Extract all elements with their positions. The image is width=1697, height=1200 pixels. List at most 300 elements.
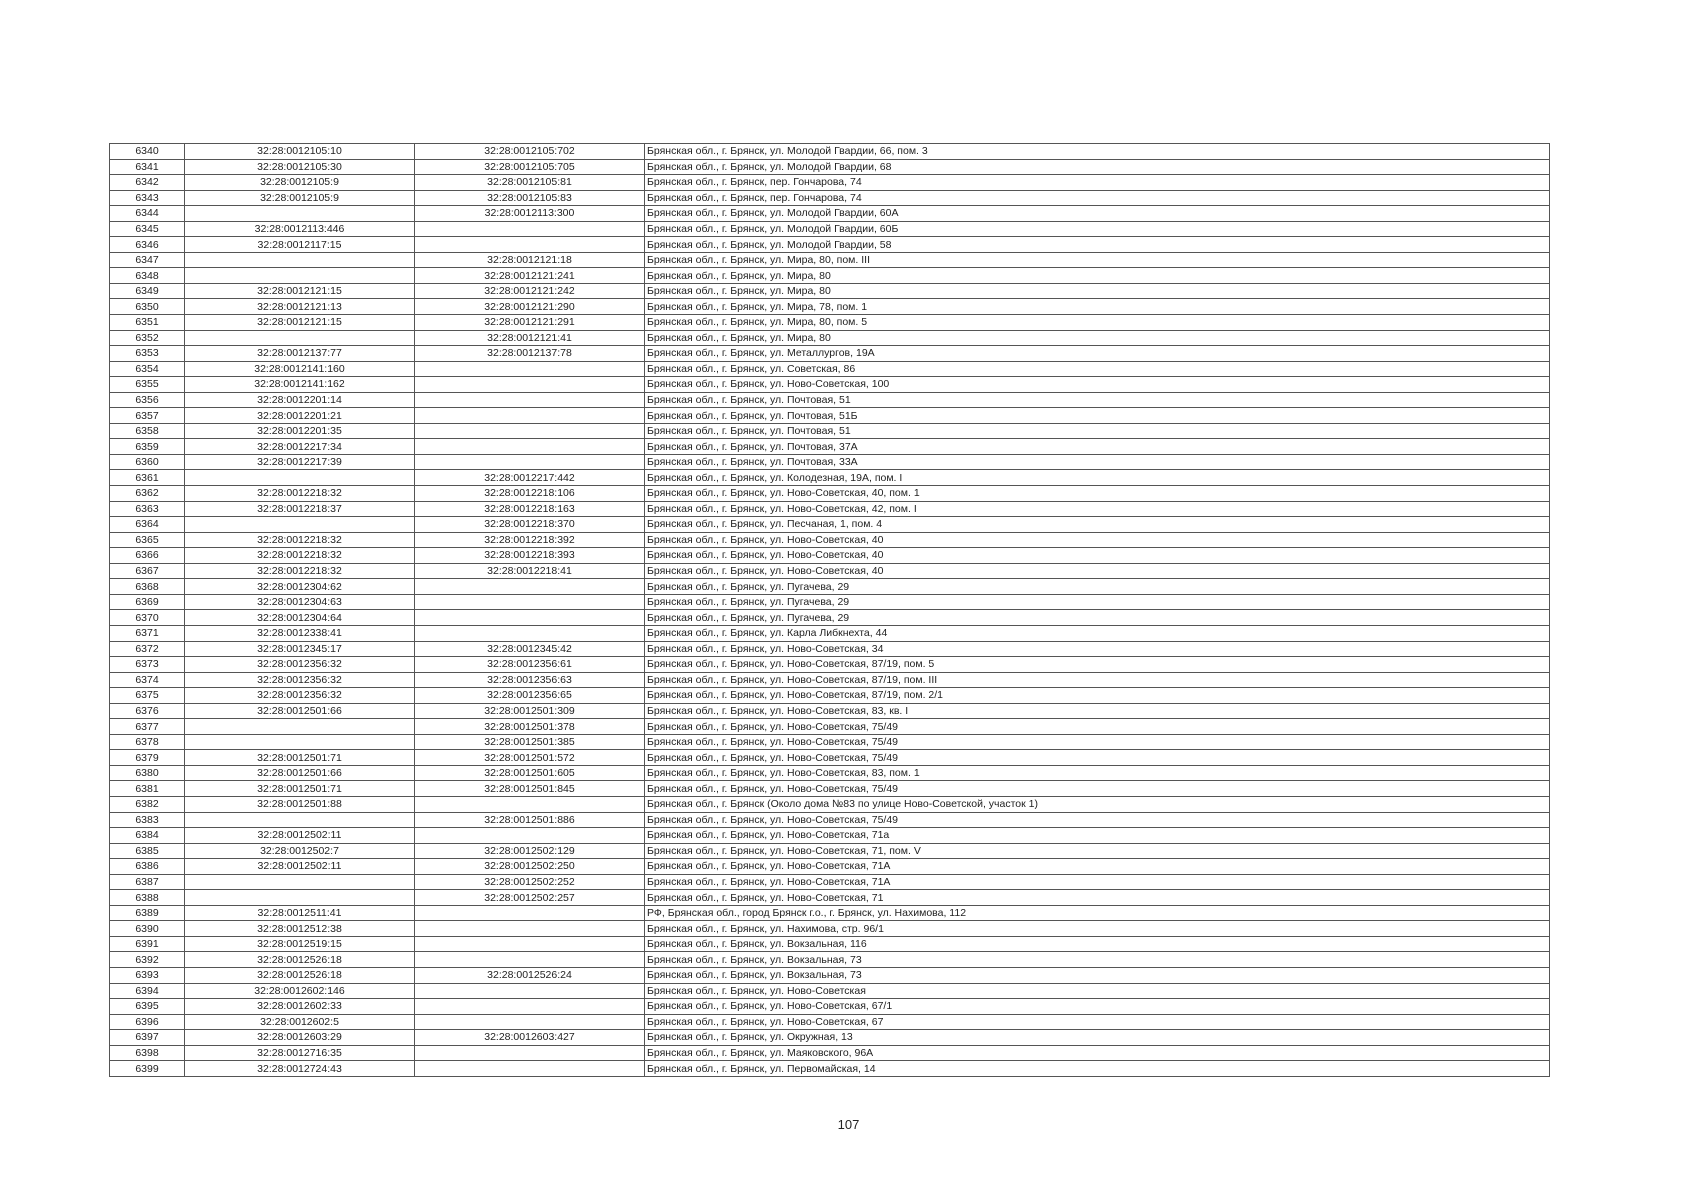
object-cadastral-number-cell — [415, 221, 645, 237]
address-cell: Брянская обл., г. Брянск, ул. Вокзальная, 116 — [645, 936, 1550, 952]
object-cadastral-number-cell — [415, 983, 645, 999]
table-row — [110, 221, 1550, 237]
object-cadastral-number-cell: 32:28:0012137:78 — [415, 346, 645, 362]
table-row — [110, 734, 1550, 750]
row-number-cell: 6363 — [110, 501, 185, 517]
object-cadastral-number-cell: 32:28:0012121:241 — [415, 268, 645, 284]
row-number-cell: 6357 — [110, 408, 185, 424]
row-number-cell: 6358 — [110, 423, 185, 439]
address-cell: Брянская обл., г. Брянск, ул. Ново-Советская — [645, 983, 1550, 999]
land-cadastral-number-cell — [185, 470, 415, 486]
address-cell: Брянская обл., г. Брянск (Около дома №83 по улице Ново-Советской, участок 1) — [645, 796, 1550, 812]
object-cadastral-number-cell — [415, 921, 645, 937]
row-number-cell: 6346 — [110, 237, 185, 253]
object-cadastral-number-cell: 32:28:0012501:845 — [415, 781, 645, 797]
row-number-cell: 6355 — [110, 377, 185, 393]
object-cadastral-number-cell: 32:28:0012502:250 — [415, 859, 645, 875]
table-row — [110, 175, 1550, 191]
table-row — [110, 936, 1550, 952]
table-row — [110, 905, 1550, 921]
table-row — [110, 967, 1550, 983]
object-cadastral-number-cell: 32:28:0012121:290 — [415, 299, 645, 315]
object-cadastral-number-cell — [415, 237, 645, 253]
row-number-cell: 6348 — [110, 268, 185, 284]
object-cadastral-number-cell: 32:28:0012526:24 — [415, 967, 645, 983]
row-number-cell: 6372 — [110, 641, 185, 657]
row-number-cell: 6371 — [110, 625, 185, 641]
land-cadastral-number-cell — [185, 890, 415, 906]
address-cell: Брянская обл., г. Брянск, ул. Почтовая, 51 — [645, 423, 1550, 439]
address-cell: Брянская обл., г. Брянск, ул. Ново-Советская, 83, кв. I — [645, 703, 1550, 719]
land-cadastral-number-cell: 32:28:0012356:32 — [185, 672, 415, 688]
table-row — [110, 346, 1550, 362]
address-cell: Брянская обл., г. Брянск, ул. Молодой Гвардии, 58 — [645, 237, 1550, 253]
land-cadastral-number-cell: 32:28:0012201:14 — [185, 392, 415, 408]
land-cadastral-number-cell: 32:28:0012519:15 — [185, 936, 415, 952]
land-cadastral-number-cell: 32:28:0012304:63 — [185, 594, 415, 610]
object-cadastral-number-cell — [415, 905, 645, 921]
object-cadastral-number-cell: 32:28:0012218:392 — [415, 532, 645, 548]
table-row — [110, 252, 1550, 268]
address-cell: Брянская обл., г. Брянск, ул. Ново-Советская, 83, пом. 1 — [645, 765, 1550, 781]
object-cadastral-number-cell: 32:28:0012502:129 — [415, 843, 645, 859]
table-row — [110, 1045, 1550, 1061]
address-cell: Брянская обл., г. Брянск, ул. Ново-Советская, 75/49 — [645, 750, 1550, 766]
object-cadastral-number-cell: 32:28:0012105:705 — [415, 159, 645, 175]
land-cadastral-number-cell: 32:28:0012105:10 — [185, 144, 415, 160]
land-cadastral-number-cell: 32:28:0012141:162 — [185, 377, 415, 393]
address-cell: Брянская обл., г. Брянск, ул. Мира, 80 — [645, 268, 1550, 284]
address-cell: Брянская обл., г. Брянск, ул. Ново-Советская, 71А — [645, 859, 1550, 875]
row-number-cell: 6366 — [110, 548, 185, 564]
land-cadastral-number-cell: 32:28:0012603:29 — [185, 1030, 415, 1046]
table-row — [110, 750, 1550, 766]
row-number-cell: 6376 — [110, 703, 185, 719]
land-cadastral-number-cell: 32:28:0012105:9 — [185, 175, 415, 191]
address-cell: Брянская обл., г. Брянск, ул. Ново-Советская, 75/49 — [645, 734, 1550, 750]
address-cell: Брянская обл., г. Брянск, ул. Молодой Гвардии, 66, пом. 3 — [645, 144, 1550, 160]
address-cell: Брянская обл., г. Брянск, ул. Ново-Советская, 40 — [645, 548, 1550, 564]
row-number-cell: 6388 — [110, 890, 185, 906]
object-cadastral-number-cell — [415, 952, 645, 968]
object-cadastral-number-cell — [415, 936, 645, 952]
object-cadastral-number-cell — [415, 361, 645, 377]
land-cadastral-number-cell: 32:28:0012137:77 — [185, 346, 415, 362]
object-cadastral-number-cell — [415, 828, 645, 844]
object-cadastral-number-cell — [415, 408, 645, 424]
table-row — [110, 921, 1550, 937]
object-cadastral-number-cell — [415, 439, 645, 455]
object-cadastral-number-cell: 32:28:0012501:572 — [415, 750, 645, 766]
row-number-cell: 6349 — [110, 283, 185, 299]
object-cadastral-number-cell: 32:28:0012603:427 — [415, 1030, 645, 1046]
row-number-cell: 6359 — [110, 439, 185, 455]
land-cadastral-number-cell — [185, 268, 415, 284]
address-cell: Брянская обл., г. Брянск, ул. Ново-Советская, 67/1 — [645, 999, 1550, 1015]
object-cadastral-number-cell: 32:28:0012217:442 — [415, 470, 645, 486]
address-cell: РФ, Брянская обл., город Брянск г.о., г. Брянск, ул. Нахимова, 112 — [645, 905, 1550, 921]
land-cadastral-number-cell: 32:28:0012121:15 — [185, 315, 415, 331]
object-cadastral-number-cell: 32:28:0012218:370 — [415, 517, 645, 533]
address-cell: Брянская обл., г. Брянск, ул. Вокзальная, 73 — [645, 952, 1550, 968]
row-number-cell: 6364 — [110, 517, 185, 533]
land-cadastral-number-cell — [185, 734, 415, 750]
land-cadastral-number-cell: 32:28:0012304:64 — [185, 610, 415, 626]
land-cadastral-number-cell: 32:28:0012502:11 — [185, 828, 415, 844]
land-cadastral-number-cell: 32:28:0012218:32 — [185, 548, 415, 564]
land-cadastral-number-cell: 32:28:0012501:88 — [185, 796, 415, 812]
address-cell: Брянская обл., г. Брянск, ул. Окружная, 13 — [645, 1030, 1550, 1046]
address-cell: Брянская обл., г. Брянск, ул. Ново-Советская, 87/19, пом. III — [645, 672, 1550, 688]
address-cell: Брянская обл., г. Брянск, ул. Вокзальная, 73 — [645, 967, 1550, 983]
table-row — [110, 501, 1550, 517]
table-row — [110, 999, 1550, 1015]
address-cell: Брянская обл., г. Брянск, ул. Ново-Советская, 42, пом. I — [645, 501, 1550, 517]
address-cell: Брянская обл., г. Брянск, ул. Первомайская, 14 — [645, 1061, 1550, 1077]
object-cadastral-number-cell: 32:28:0012501:378 — [415, 719, 645, 735]
land-cadastral-number-cell: 32:28:0012602:146 — [185, 983, 415, 999]
address-cell: Брянская обл., г. Брянск, ул. Ново-Советская, 75/49 — [645, 781, 1550, 797]
land-cadastral-number-cell — [185, 874, 415, 890]
address-cell: Брянская обл., г. Брянск, ул. Ново-Советская, 40, пом. 1 — [645, 486, 1550, 502]
address-cell: Брянская обл., г. Брянск, ул. Почтовая, 33А — [645, 454, 1550, 470]
row-number-cell: 6368 — [110, 579, 185, 595]
table-body — [110, 144, 1550, 1077]
land-cadastral-number-cell: 32:28:0012218:32 — [185, 532, 415, 548]
object-cadastral-number-cell: 32:28:0012105:702 — [415, 144, 645, 160]
row-number-cell: 6391 — [110, 936, 185, 952]
object-cadastral-number-cell: 32:28:0012501:886 — [415, 812, 645, 828]
address-cell: Брянская обл., г. Брянск, ул. Мира, 78, пом. 1 — [645, 299, 1550, 315]
table-row — [110, 641, 1550, 657]
table-row — [110, 268, 1550, 284]
address-cell: Брянская обл., г. Брянск, ул. Ново-Советская, 40 — [645, 532, 1550, 548]
address-cell: Брянская обл., г. Брянск, ул. Почтовая, 51Б — [645, 408, 1550, 424]
object-cadastral-number-cell — [415, 610, 645, 626]
land-cadastral-number-cell: 32:28:0012338:41 — [185, 625, 415, 641]
row-number-cell: 6374 — [110, 672, 185, 688]
table-row — [110, 874, 1550, 890]
row-number-cell: 6387 — [110, 874, 185, 890]
table-row — [110, 843, 1550, 859]
row-number-cell: 6351 — [110, 315, 185, 331]
table-row — [110, 190, 1550, 206]
row-number-cell: 6399 — [110, 1061, 185, 1077]
table-row — [110, 796, 1550, 812]
object-cadastral-number-cell: 32:28:0012502:252 — [415, 874, 645, 890]
land-cadastral-number-cell: 32:28:0012502:11 — [185, 859, 415, 875]
row-number-cell: 6345 — [110, 221, 185, 237]
land-cadastral-number-cell: 32:28:0012501:66 — [185, 703, 415, 719]
address-cell: Брянская обл., г. Брянск, ул. Мира, 80 — [645, 283, 1550, 299]
object-cadastral-number-cell: 32:28:0012121:291 — [415, 315, 645, 331]
row-number-cell: 6393 — [110, 967, 185, 983]
table-row — [110, 361, 1550, 377]
row-number-cell: 6385 — [110, 843, 185, 859]
table-row — [110, 423, 1550, 439]
land-cadastral-number-cell: 32:28:0012105:9 — [185, 190, 415, 206]
land-cadastral-number-cell: 32:28:0012105:30 — [185, 159, 415, 175]
object-cadastral-number-cell — [415, 454, 645, 470]
address-cell: Брянская обл., г. Брянск, ул. Нахимова, стр. 96/1 — [645, 921, 1550, 937]
row-number-cell: 6398 — [110, 1045, 185, 1061]
table-row — [110, 470, 1550, 486]
land-cadastral-number-cell: 32:28:0012501:71 — [185, 781, 415, 797]
address-cell: Брянская обл., г. Брянск, ул. Пугачева, 29 — [645, 594, 1550, 610]
table-row — [110, 594, 1550, 610]
address-cell: Брянская обл., г. Брянск, ул. Пугачева, 29 — [645, 610, 1550, 626]
table-row — [110, 392, 1550, 408]
row-number-cell: 6380 — [110, 765, 185, 781]
table-row — [110, 610, 1550, 626]
land-cadastral-number-cell: 32:28:0012217:39 — [185, 454, 415, 470]
object-cadastral-number-cell — [415, 423, 645, 439]
table-row — [110, 454, 1550, 470]
land-cadastral-number-cell: 32:28:0012217:34 — [185, 439, 415, 455]
table-row — [110, 439, 1550, 455]
land-cadastral-number-cell: 32:28:0012526:18 — [185, 952, 415, 968]
table-row — [110, 159, 1550, 175]
row-number-cell: 6377 — [110, 719, 185, 735]
table-row — [110, 330, 1550, 346]
object-cadastral-number-cell: 32:28:0012113:300 — [415, 206, 645, 222]
row-number-cell: 6350 — [110, 299, 185, 315]
row-number-cell: 6384 — [110, 828, 185, 844]
object-cadastral-number-cell — [415, 594, 645, 610]
row-number-cell: 6395 — [110, 999, 185, 1015]
table-row — [110, 579, 1550, 595]
table-row — [110, 1061, 1550, 1077]
address-cell: Брянская обл., г. Брянск, ул. Мира, 80, пом. 5 — [645, 315, 1550, 331]
object-cadastral-number-cell — [415, 999, 645, 1015]
table-row — [110, 983, 1550, 999]
object-cadastral-number-cell: 32:28:0012218:393 — [415, 548, 645, 564]
land-cadastral-number-cell: 32:28:0012511:41 — [185, 905, 415, 921]
table-row — [110, 859, 1550, 875]
table-row — [110, 283, 1550, 299]
row-number-cell: 6396 — [110, 1014, 185, 1030]
address-cell: Брянская обл., г. Брянск, ул. Ново-Советская, 71а — [645, 828, 1550, 844]
address-cell: Брянская обл., г. Брянск, ул. Почтовая, 37А — [645, 439, 1550, 455]
table-row — [110, 377, 1550, 393]
row-number-cell: 6353 — [110, 346, 185, 362]
land-cadastral-number-cell: 32:28:0012602:33 — [185, 999, 415, 1015]
land-cadastral-number-cell — [185, 812, 415, 828]
object-cadastral-number-cell — [415, 579, 645, 595]
address-cell: Брянская обл., г. Брянск, ул. Ново-Советская, 34 — [645, 641, 1550, 657]
address-cell: Брянская обл., г. Брянск, ул. Молодой Гвардии, 68 — [645, 159, 1550, 175]
address-cell: Брянская обл., г. Брянск, ул. Ново-Советская, 71, пом. V — [645, 843, 1550, 859]
land-cadastral-number-cell: 32:28:0012356:32 — [185, 657, 415, 673]
object-cadastral-number-cell: 32:28:0012105:81 — [415, 175, 645, 191]
table-row — [110, 890, 1550, 906]
table-row — [110, 672, 1550, 688]
address-cell: Брянская обл., г. Брянск, ул. Ново-Советская, 71 — [645, 890, 1550, 906]
row-number-cell: 6362 — [110, 486, 185, 502]
address-cell: Брянская обл., г. Брянск, ул. Мира, 80, пом. III — [645, 252, 1550, 268]
object-cadastral-number-cell: 32:28:0012501:309 — [415, 703, 645, 719]
address-cell: Брянская обл., г. Брянск, пер. Гончарова, 74 — [645, 175, 1550, 191]
object-cadastral-number-cell — [415, 625, 645, 641]
table-row — [110, 206, 1550, 222]
table-row — [110, 625, 1550, 641]
object-cadastral-number-cell — [415, 1061, 645, 1077]
row-number-cell: 6341 — [110, 159, 185, 175]
row-number-cell: 6344 — [110, 206, 185, 222]
land-cadastral-number-cell — [185, 517, 415, 533]
row-number-cell: 6378 — [110, 734, 185, 750]
object-cadastral-number-cell: 32:28:0012121:41 — [415, 330, 645, 346]
land-cadastral-number-cell: 32:28:0012356:32 — [185, 688, 415, 704]
address-cell: Брянская обл., г. Брянск, ул. Ново-Советская, 71А — [645, 874, 1550, 890]
table-row — [110, 1030, 1550, 1046]
table-row — [110, 517, 1550, 533]
land-cadastral-number-cell: 32:28:0012345:17 — [185, 641, 415, 657]
object-cadastral-number-cell: 32:28:0012218:41 — [415, 563, 645, 579]
table-row — [110, 781, 1550, 797]
table-row — [110, 765, 1550, 781]
land-cadastral-number-cell: 32:28:0012218:37 — [185, 501, 415, 517]
address-cell: Брянская обл., г. Брянск, ул. Мира, 80 — [645, 330, 1550, 346]
table-row — [110, 657, 1550, 673]
table-row — [110, 315, 1550, 331]
land-cadastral-number-cell: 32:28:0012304:62 — [185, 579, 415, 595]
table-row — [110, 828, 1550, 844]
table-row — [110, 688, 1550, 704]
address-cell: Брянская обл., г. Брянск, ул. Ново-Советская, 87/19, пом. 5 — [645, 657, 1550, 673]
row-number-cell: 6361 — [110, 470, 185, 486]
row-number-cell: 6382 — [110, 796, 185, 812]
address-cell: Брянская обл., г. Брянск, ул. Колодезная, 19А, пом. I — [645, 470, 1550, 486]
row-number-cell: 6370 — [110, 610, 185, 626]
object-cadastral-number-cell: 32:28:0012121:242 — [415, 283, 645, 299]
address-cell: Брянская обл., г. Брянск, ул. Песчаная, 1, пом. 4 — [645, 517, 1550, 533]
table-row — [110, 299, 1550, 315]
object-cadastral-number-cell: 32:28:0012501:605 — [415, 765, 645, 781]
row-number-cell: 6390 — [110, 921, 185, 937]
address-cell: Брянская обл., г. Брянск, ул. Ново-Советская, 75/49 — [645, 719, 1550, 735]
table-row — [110, 703, 1550, 719]
address-cell: Брянская обл., г. Брянск, ул. Молодой Гвардии, 60Б — [645, 221, 1550, 237]
object-cadastral-number-cell — [415, 392, 645, 408]
address-cell: Брянская обл., г. Брянск, ул. Ново-Советская, 100 — [645, 377, 1550, 393]
cadastral-table — [109, 143, 1550, 1077]
object-cadastral-number-cell: 32:28:0012105:83 — [415, 190, 645, 206]
address-cell: Брянская обл., г. Брянск, ул. Молодой Гвардии, 60А — [645, 206, 1550, 222]
row-number-cell: 6397 — [110, 1030, 185, 1046]
object-cadastral-number-cell — [415, 1014, 645, 1030]
address-cell: Брянская обл., г. Брянск, ул. Советская, 86 — [645, 361, 1550, 377]
address-cell: Брянская обл., г. Брянск, ул. Карла Либкнехта, 44 — [645, 625, 1550, 641]
land-cadastral-number-cell — [185, 719, 415, 735]
row-number-cell: 6352 — [110, 330, 185, 346]
object-cadastral-number-cell: 32:28:0012121:18 — [415, 252, 645, 268]
table-row — [110, 719, 1550, 735]
table-row — [110, 548, 1550, 564]
object-cadastral-number-cell: 32:28:0012345:42 — [415, 641, 645, 657]
land-cadastral-number-cell: 32:28:0012117:15 — [185, 237, 415, 253]
address-cell: Брянская обл., г. Брянск, ул. Ново-Советская, 75/49 — [645, 812, 1550, 828]
object-cadastral-number-cell: 32:28:0012218:106 — [415, 486, 645, 502]
object-cadastral-number-cell: 32:28:0012218:163 — [415, 501, 645, 517]
land-cadastral-number-cell: 32:28:0012218:32 — [185, 563, 415, 579]
land-cadastral-number-cell: 32:28:0012113:446 — [185, 221, 415, 237]
row-number-cell: 6360 — [110, 454, 185, 470]
address-cell: Брянская обл., г. Брянск, ул. Пугачева, 29 — [645, 579, 1550, 595]
land-cadastral-number-cell: 32:28:0012121:13 — [185, 299, 415, 315]
land-cadastral-number-cell: 32:28:0012724:43 — [185, 1061, 415, 1077]
row-number-cell: 6367 — [110, 563, 185, 579]
land-cadastral-number-cell — [185, 206, 415, 222]
row-number-cell: 6347 — [110, 252, 185, 268]
table-row — [110, 1014, 1550, 1030]
table-row — [110, 812, 1550, 828]
land-cadastral-number-cell — [185, 252, 415, 268]
row-number-cell: 6389 — [110, 905, 185, 921]
object-cadastral-number-cell — [415, 377, 645, 393]
row-number-cell: 6354 — [110, 361, 185, 377]
row-number-cell: 6381 — [110, 781, 185, 797]
row-number-cell: 6392 — [110, 952, 185, 968]
row-number-cell: 6383 — [110, 812, 185, 828]
land-cadastral-number-cell: 32:28:0012501:66 — [185, 765, 415, 781]
address-cell: Брянская обл., г. Брянск, ул. Ново-Советская, 87/19, пом. 2/1 — [645, 688, 1550, 704]
row-number-cell: 6379 — [110, 750, 185, 766]
row-number-cell: 6394 — [110, 983, 185, 999]
address-cell: Брянская обл., г. Брянск, ул. Ново-Советская, 67 — [645, 1014, 1550, 1030]
row-number-cell: 6369 — [110, 594, 185, 610]
address-cell: Брянская обл., г. Брянск, ул. Маяковского, 96А — [645, 1045, 1550, 1061]
address-cell: Брянская обл., г. Брянск, ул. Ново-Советская, 40 — [645, 563, 1550, 579]
row-number-cell: 6375 — [110, 688, 185, 704]
land-cadastral-number-cell: 32:28:0012716:35 — [185, 1045, 415, 1061]
address-cell: Брянская обл., г. Брянск, пер. Гончарова, 74 — [645, 190, 1550, 206]
object-cadastral-number-cell: 32:28:0012356:65 — [415, 688, 645, 704]
land-cadastral-number-cell: 32:28:0012526:18 — [185, 967, 415, 983]
land-cadastral-number-cell: 32:28:0012121:15 — [185, 283, 415, 299]
row-number-cell: 6356 — [110, 392, 185, 408]
row-number-cell: 6373 — [110, 657, 185, 673]
row-number-cell: 6340 — [110, 144, 185, 160]
land-cadastral-number-cell: 32:28:0012502:7 — [185, 843, 415, 859]
page-number: 107 — [837, 1117, 860, 1132]
table-row — [110, 408, 1550, 424]
table-row — [110, 532, 1550, 548]
table-row — [110, 563, 1550, 579]
table-row — [110, 144, 1550, 160]
land-cadastral-number-cell: 32:28:0012201:35 — [185, 423, 415, 439]
object-cadastral-number-cell — [415, 1045, 645, 1061]
land-cadastral-number-cell: 32:28:0012501:71 — [185, 750, 415, 766]
table-row — [110, 952, 1550, 968]
address-cell: Брянская обл., г. Брянск, ул. Металлургов, 19А — [645, 346, 1550, 362]
object-cadastral-number-cell: 32:28:0012356:63 — [415, 672, 645, 688]
land-cadastral-number-cell: 32:28:0012218:32 — [185, 486, 415, 502]
address-cell: Брянская обл., г. Брянск, ул. Почтовая, 51 — [645, 392, 1550, 408]
land-cadastral-number-cell: 32:28:0012201:21 — [185, 408, 415, 424]
row-number-cell: 6342 — [110, 175, 185, 191]
table-row — [110, 486, 1550, 502]
object-cadastral-number-cell: 32:28:0012356:61 — [415, 657, 645, 673]
object-cadastral-number-cell: 32:28:0012501:385 — [415, 734, 645, 750]
row-number-cell: 6386 — [110, 859, 185, 875]
row-number-cell: 6365 — [110, 532, 185, 548]
table-row — [110, 237, 1550, 253]
row-number-cell: 6343 — [110, 190, 185, 206]
land-cadastral-number-cell: 32:28:0012512:38 — [185, 921, 415, 937]
object-cadastral-number-cell — [415, 796, 645, 812]
object-cadastral-number-cell: 32:28:0012502:257 — [415, 890, 645, 906]
